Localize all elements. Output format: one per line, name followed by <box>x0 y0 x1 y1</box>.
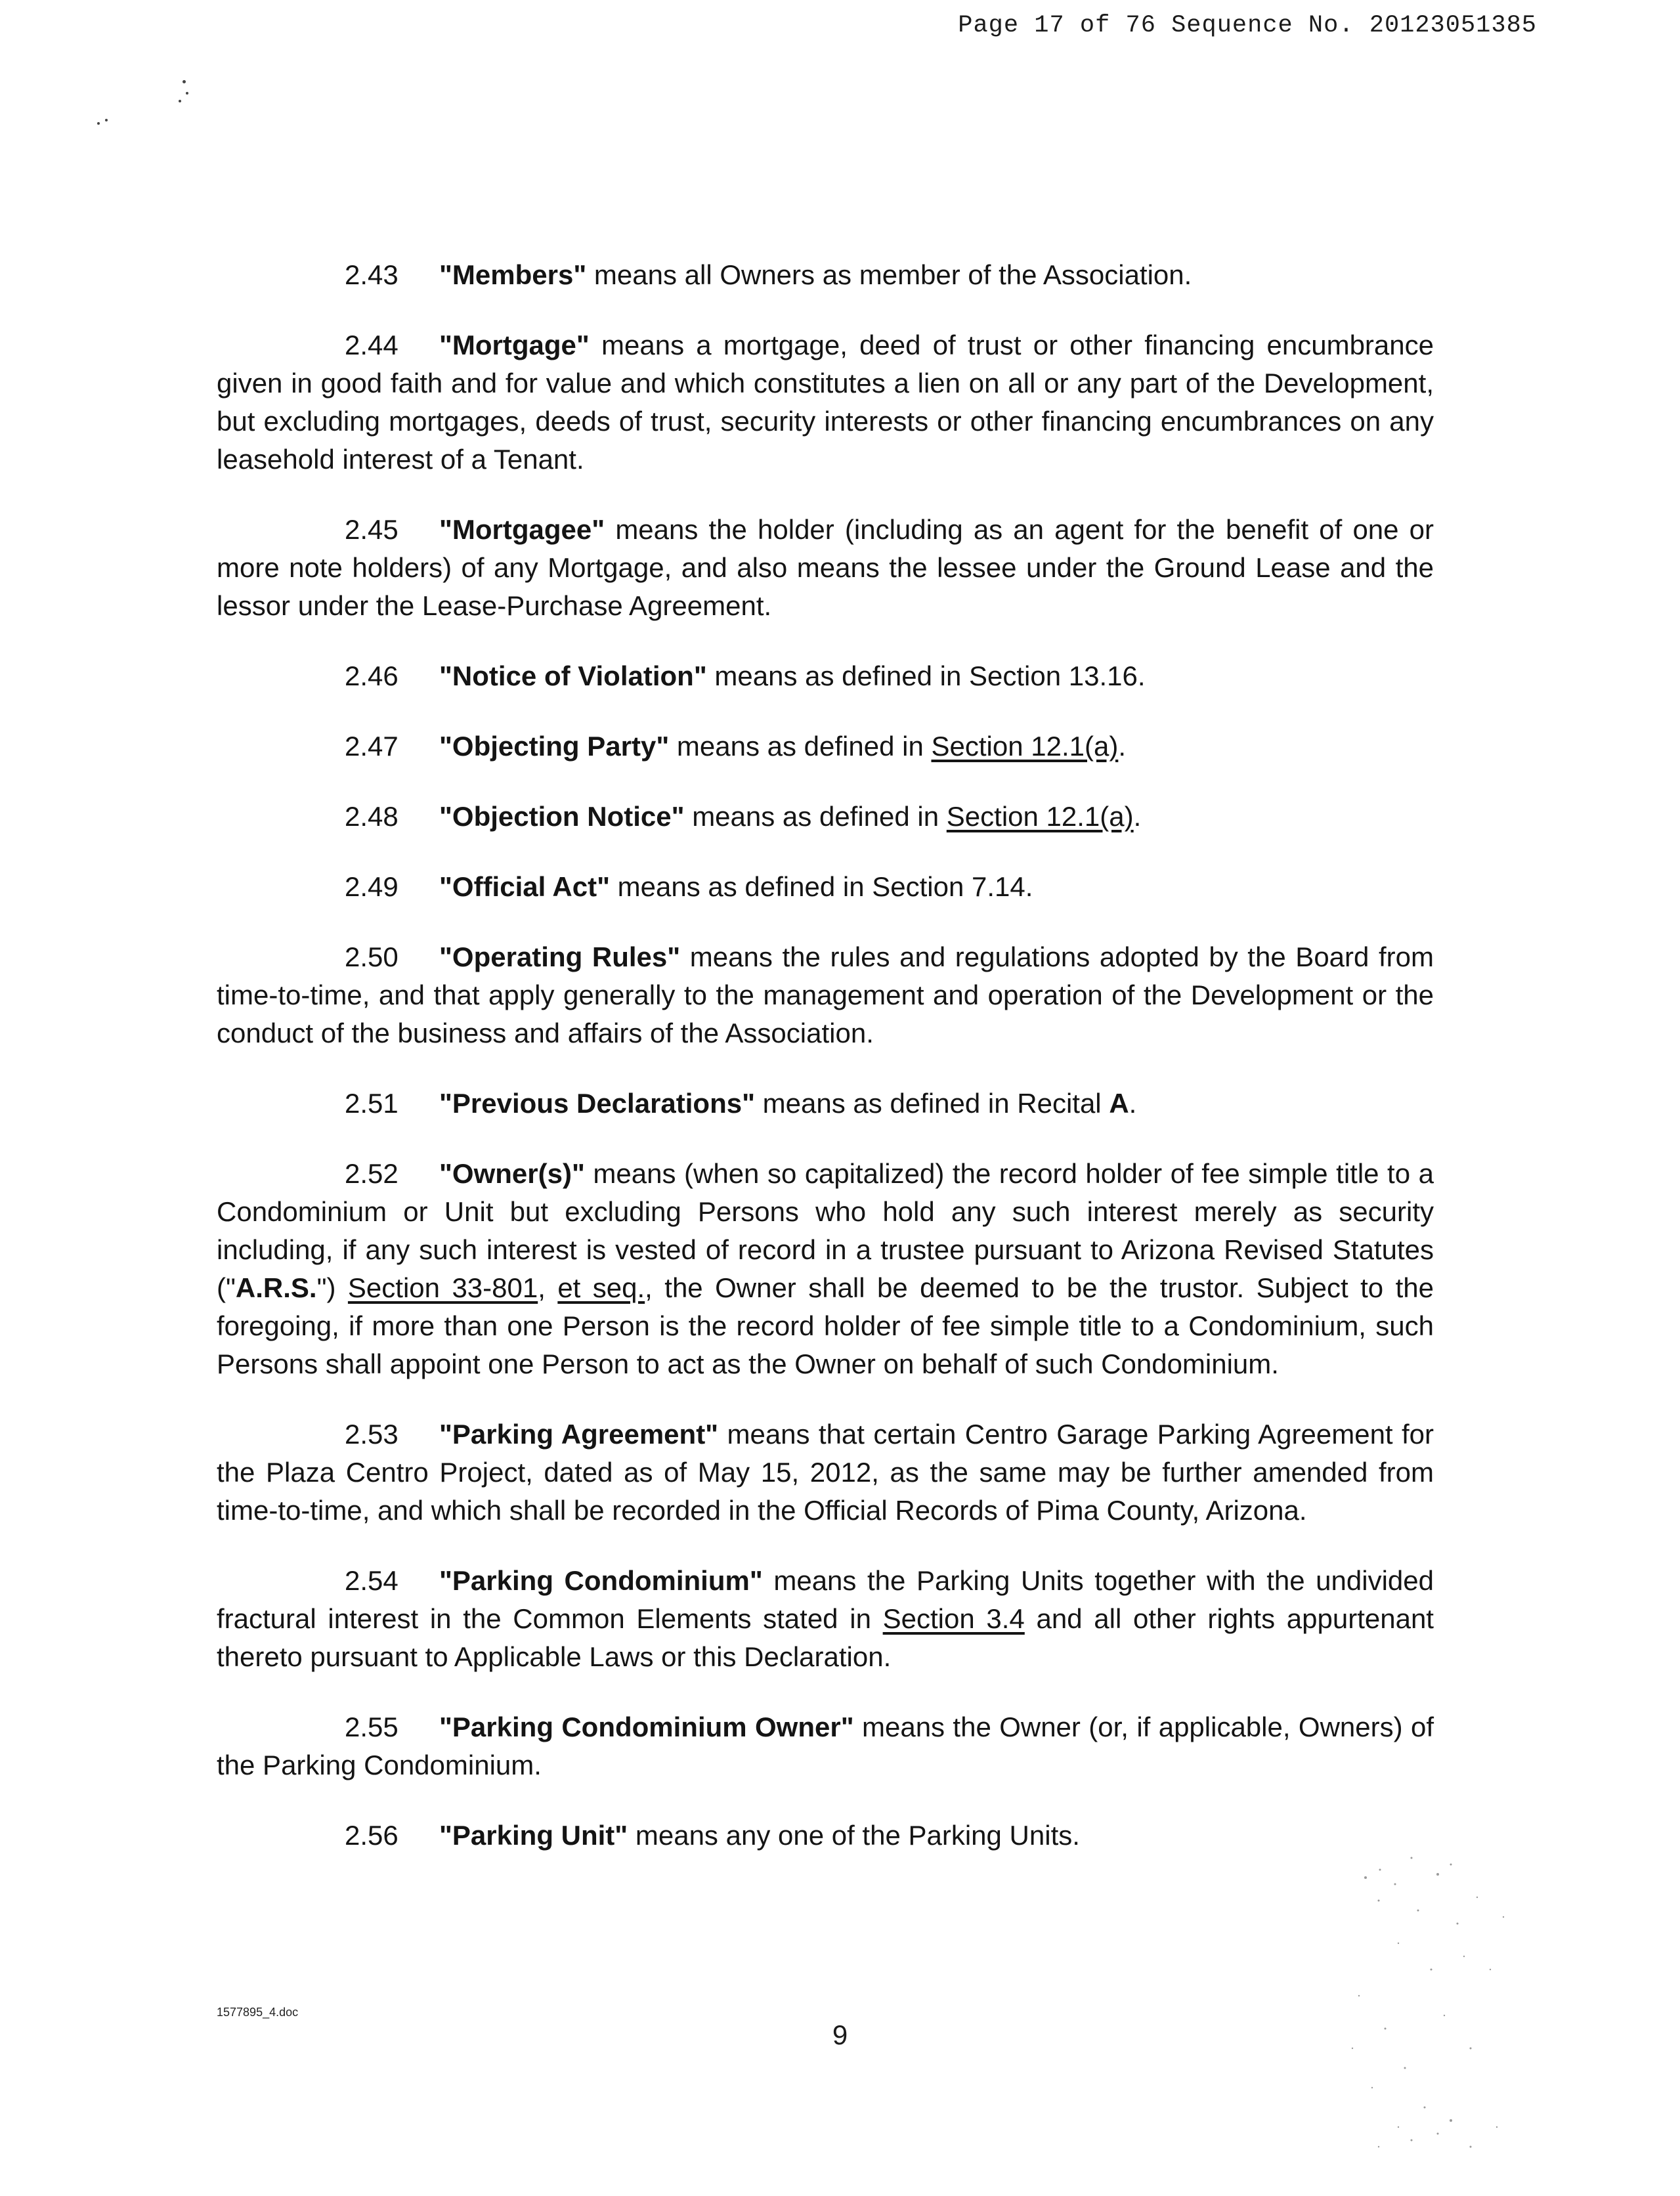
definition-number: 2.56 <box>345 1820 398 1851</box>
definition-paragraph <box>217 326 1434 479</box>
definition-term: "Owner(s)" <box>439 1158 585 1189</box>
section-reference: Section 33-801 <box>347 1272 538 1303</box>
definitions-list <box>217 256 1434 1855</box>
definition-number: 2.51 <box>345 1088 398 1119</box>
definition-number: 2.43 <box>345 259 398 290</box>
definition-term: "Operating Rules" <box>439 941 681 972</box>
definition-paragraph <box>217 1415 1434 1530</box>
definition-term: "Members" <box>439 259 587 290</box>
definition-term: "Official Act" <box>439 871 610 902</box>
definition-number: 2.52 <box>345 1158 398 1189</box>
page-sequence-header: Page 17 of 76 Sequence No. 20123051385 <box>958 12 1537 39</box>
definition-number: 2.44 <box>345 330 398 360</box>
scan-speck <box>97 122 100 125</box>
definition-text: . <box>1133 801 1142 832</box>
definition-paragraph <box>217 1708 1434 1784</box>
definition-paragraph <box>217 798 1434 836</box>
section-reference: Section 12.1(a) <box>946 801 1134 832</box>
definition-paragraph <box>217 1085 1434 1123</box>
definition-text: A.R.S. <box>235 1272 317 1303</box>
scan-speck <box>186 92 188 95</box>
definition-text: A <box>1109 1088 1129 1119</box>
definition-text: ") <box>316 1272 348 1303</box>
definition-text: means all Owners as member of the Association. <box>586 259 1192 290</box>
section-reference: et seq. <box>557 1272 645 1303</box>
definition-number: 2.55 <box>345 1712 398 1742</box>
definition-term: "Parking Unit" <box>439 1820 628 1851</box>
definition-paragraph <box>217 868 1434 906</box>
definition-number: 2.45 <box>345 514 398 545</box>
definition-paragraph <box>217 511 1434 625</box>
definition-text: means that certain Centro Garage Parking Agreement for the Plaza Centro Project, dated as of May 15, 2012, as the same may be further amended from time-to-time, and which shall be recorded in the Official Records of Pima County, Arizona. <box>217 1419 1434 1526</box>
definition-term: "Parking Agreement" <box>439 1419 719 1450</box>
definition-paragraph <box>217 1155 1434 1383</box>
definition-paragraph <box>217 727 1434 765</box>
definition-number: 2.47 <box>345 731 398 762</box>
definition-text: . <box>1118 731 1126 762</box>
definition-text: means as defined in Section 7.14. <box>609 871 1033 902</box>
scan-speck <box>105 119 108 121</box>
definition-term: "Mortgage" <box>439 330 590 360</box>
scan-speck <box>183 80 186 83</box>
definition-text: means as defined in Recital <box>755 1088 1109 1119</box>
definition-term: "Notice of Violation" <box>439 660 707 691</box>
definition-paragraph <box>217 256 1434 294</box>
definition-paragraph <box>217 657 1434 695</box>
definition-paragraph <box>217 1562 1434 1676</box>
definition-term: "Parking Condominium Owner" <box>439 1712 854 1742</box>
definition-text: means the holder (including as an agent for the benefit of one or more note holders) of any Mortgage, and also means the lessee under the Ground Lease and the lessor under the Lease-Purchase Agreement. <box>217 514 1434 621</box>
definition-number: 2.46 <box>345 660 398 691</box>
page-number: 9 <box>832 2019 848 2050</box>
definition-number: 2.53 <box>345 1419 398 1450</box>
section-reference: Section 12.1(a) <box>931 731 1119 762</box>
definition-term: "Objecting Party" <box>439 731 670 762</box>
definition-paragraph <box>217 1817 1434 1855</box>
definition-term: "Parking Condominium" <box>439 1565 763 1596</box>
definition-term: "Objection Notice" <box>439 801 685 832</box>
definition-text: means (when so capitalized) the record holder of fee simple title to a Condominium or Unit but excluding Persons who hold any such interest merely as security including, if any such interest is vested of record in a trustee pursuant to Arizona Revised Statutes (" <box>217 1158 1434 1303</box>
section-reference: Section 3.4 <box>882 1603 1025 1634</box>
scan-noise-speckles <box>1339 1838 1654 2166</box>
definition-text: means as defined in <box>684 801 947 832</box>
document-id: 1577895_4.doc <box>217 2006 299 2019</box>
definition-number: 2.48 <box>345 801 398 832</box>
definition-number: 2.54 <box>345 1565 398 1596</box>
definition-number: 2.50 <box>345 941 398 972</box>
definition-term: "Mortgagee" <box>439 514 605 545</box>
scan-speck <box>179 100 181 102</box>
definition-term: "Previous Declarations" <box>439 1088 756 1119</box>
definition-text: means as defined in <box>669 731 932 762</box>
definition-text: and all other rights appurtenant thereto pursuant to Applicable Laws or this Declaration. <box>217 1603 1434 1672</box>
definition-text: , <box>538 1272 558 1303</box>
definition-text: means the Parking Units together with the undivided fractural interest in the Common Elements stated in <box>217 1565 1434 1634</box>
definition-text: means as defined in Section 13.16. <box>706 660 1146 691</box>
definition-number: 2.49 <box>345 871 398 902</box>
definition-text: means any one of the Parking Units. <box>628 1820 1080 1851</box>
definition-text: means a mortgage, deed of trust or other financing encumbrance given in good faith and for value and which constitutes a lien on all or any part of the Development, but excluding mortgages, deeds of trust, security interests or other financing encumbrances on any leasehold interest of a Tenant. <box>217 330 1434 475</box>
definition-paragraph <box>217 938 1434 1052</box>
definition-text: means the Owner (or, if applicable, Owners) of the Parking Condominium. <box>217 1712 1434 1780</box>
definition-text: . <box>1129 1088 1137 1119</box>
definition-text: , the Owner shall be deemed to be the trustor. Subject to the foregoing, if more than one Person is the record holder of fee simple title to a Condominium, such Persons shall appoint one Person to act as the Owner on behalf of such Condominium. <box>217 1272 1434 1379</box>
definition-text: means the rules and regulations adopted by the Board from time-to-time, and that apply generally to the management and operation of the Development or the conduct of the business and affairs of the Association. <box>217 941 1434 1048</box>
